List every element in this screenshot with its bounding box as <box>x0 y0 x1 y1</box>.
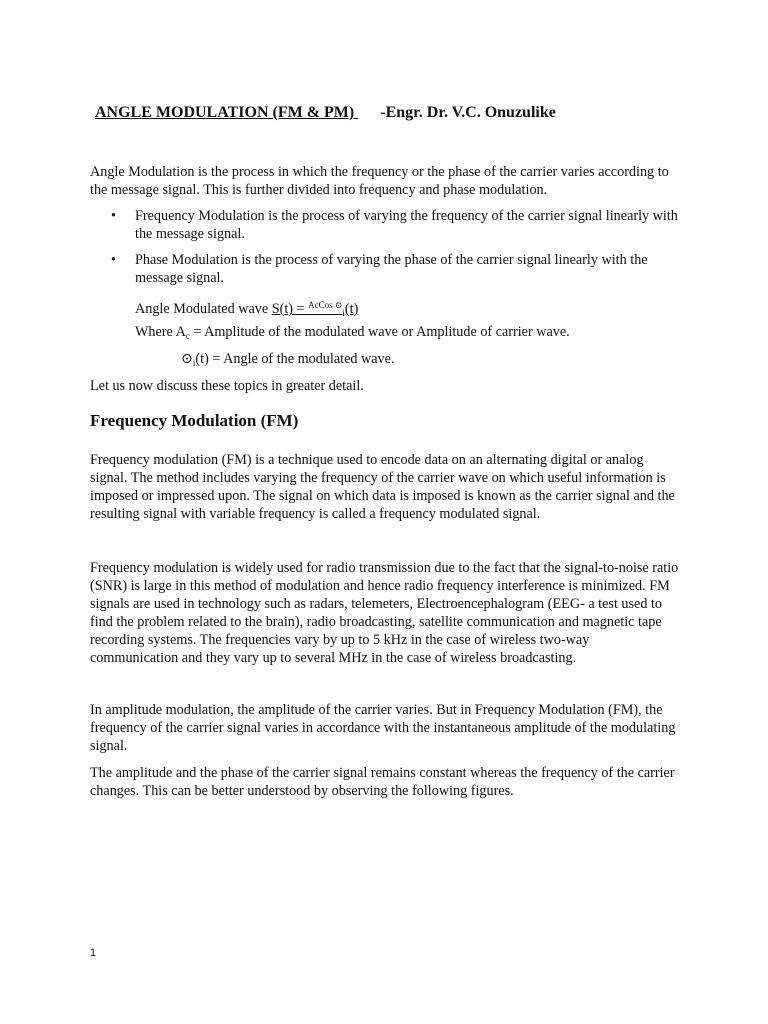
document-author: -Engr. Dr. V.C. Onuzulike <box>380 104 556 121</box>
formula-superscript: AcCos ⊙ <box>308 300 343 310</box>
bullet-text: Phase Modulation is the process of varying the phase of the carrier signal linearly with the message signal. <box>135 252 648 286</box>
closing-sentence: Let us now discuss these topics in greater detail. <box>90 378 364 394</box>
section-heading: Frequency Modulation (FM) <box>90 411 299 430</box>
formula-label: Angle Modulated wave <box>135 301 272 317</box>
fm-paragraph-3: In amplitude modulation, the amplitude of the carrier varies. But in Frequency Modulation (FM), the frequency of the carrier signal varies in accordance with the instantaneous amplitude of the modulating signal. <box>90 702 676 754</box>
fm-paragraph-1: Frequency modulation (FM) is a technique used to encode data on an alternating digital or analog signal. The method includes varying the frequency of the carrier wave on which useful information is imposed or impressed upon. The signal on which data is imposed is known as the carrier signal and the resulting signal with variable frequency is called a frequency modulated signal. <box>90 452 675 522</box>
formula-lhs: S(t) = <box>271 301 309 317</box>
document-title-line <box>95 104 556 122</box>
list-item <box>90 207 680 243</box>
fm-paragraph-4: The amplitude and the phase of the carrier signal remains constant whereas the frequency of the carrier changes. This can be better understood by observing the following figures. <box>90 765 675 799</box>
bullet-icon: • <box>111 208 116 224</box>
fm-paragraph-2: Frequency modulation is widely used for radio transmission due to the fact that the signal-to-noise ratio (SNR) is large in this method of modulation and hence radio frequency interference is minimized. FM signals are used in technology such as radars, telemeters, Electroencephalogram (EEG- a test used to find the problem related to the brain), radio broadcasting, satellite communication and magnetic tape recording systems. The frequencies vary by up to 5 kHz in the case of wireless two-way communication and they vary up to several MHz in the case of wireless broadcasting. <box>90 560 679 666</box>
where-prefix: Where A <box>135 324 186 340</box>
formula-expression <box>272 301 359 317</box>
theta-rest: (t) = Angle of the modulated wave. <box>195 351 395 367</box>
angle-modulated-wave-formula <box>135 296 358 322</box>
page-number: 1 <box>90 947 97 959</box>
where-subscript: c <box>185 331 190 341</box>
intro-paragraph: Angle Modulation is the process in which the frequency or the phase of the carrier varies according to the message signal. This is further divided into frequency and phase modulation. <box>90 164 669 198</box>
formula-rhs: (t) <box>344 301 359 317</box>
theta-symbol: ⊙ <box>181 351 193 367</box>
theta-subscript: i <box>192 358 196 368</box>
angle-definition <box>181 350 395 372</box>
document-title: ANGLE MODULATION (FM & PM) <box>95 104 359 121</box>
modulation-types-list <box>90 207 680 295</box>
list-item <box>90 251 680 287</box>
formula-subscript: i <box>342 308 345 318</box>
amplitude-definition <box>135 323 570 345</box>
bullet-icon: • <box>111 252 116 268</box>
bullet-text: Frequency Modulation is the process of varying the frequency of the carrier signal linearly with the message signal. <box>135 208 678 242</box>
where-rest: = Amplitude of the modulated wave or Amplitude of carrier wave. <box>189 324 570 340</box>
